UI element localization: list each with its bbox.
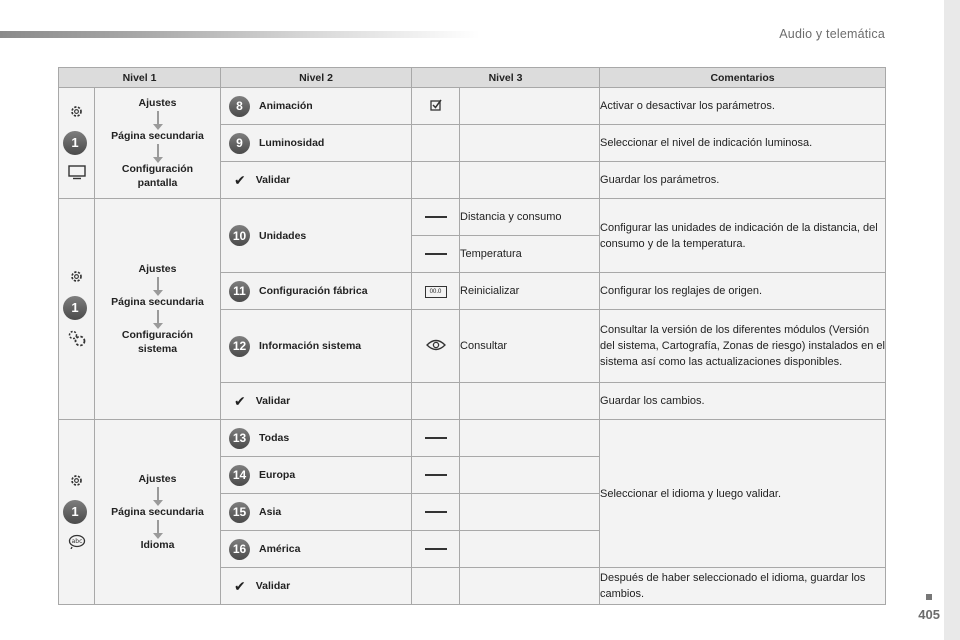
gear-icon: [69, 104, 84, 122]
level1-badge: 1: [63, 500, 87, 524]
level3-reset: Reinicializar: [460, 273, 600, 310]
gear-icon: [69, 473, 84, 491]
level1-badge: 1: [63, 296, 87, 320]
level1-icons-system: [59, 199, 95, 420]
step-badge: 15: [229, 502, 250, 523]
down-arrow-icon: [157, 277, 159, 291]
comment-language: Seleccionar el idioma y luego validar.: [600, 420, 886, 568]
level1-icons-language: [59, 420, 95, 605]
down-arrow-icon: [157, 520, 159, 534]
page-edge-strip: [944, 0, 960, 640]
step-badge: 9: [229, 133, 250, 154]
down-arrow-icon: [157, 144, 159, 158]
comment-validate: Guardar los parámetros.: [600, 162, 886, 199]
level2-europe: 14 Europa: [221, 457, 412, 494]
level3-distance: Distancia y consumo: [460, 199, 600, 236]
level2-validate: ✔ Validar: [221, 162, 412, 199]
level1-badge: 1: [63, 131, 87, 155]
level2-system-info: 12 Información sistema: [221, 310, 412, 383]
gear-icon: [69, 269, 84, 287]
checkbox-edit-icon: [412, 88, 460, 125]
level3-consult: Consultar: [460, 310, 600, 383]
secondary-page-label: Página secundaria: [111, 130, 204, 142]
option-bar-icon: [412, 457, 460, 494]
top-accent-bar: [0, 31, 480, 38]
gears-icon: [67, 329, 87, 350]
step-badge: 14: [229, 465, 250, 486]
level2-validate: ✔ Validar: [221, 383, 412, 420]
comment-units: Configurar las unidades de indicación de la distancia, del consumo y de la temperatura.: [600, 199, 886, 273]
level2-america: 16 América: [221, 531, 412, 568]
settings-label: Ajustes: [138, 263, 177, 275]
comment-brightness: Seleccionar el nivel de indicación luminosa.: [600, 125, 886, 162]
step-badge: 13: [229, 428, 250, 449]
screen-config-label: Configuración pantalla: [121, 163, 194, 189]
level2-factory: 11 Configuración fábrica: [221, 273, 412, 310]
option-bar-icon: [412, 420, 460, 457]
step-badge: 12: [229, 336, 250, 357]
header-level3: Nivel 3: [412, 68, 600, 88]
language-icon: [67, 533, 87, 552]
step-badge: 10: [229, 225, 250, 246]
table-header-row: [59, 68, 886, 88]
checkmark-icon: ✔: [234, 171, 246, 188]
down-arrow-icon: [157, 310, 159, 324]
down-arrow-icon: [157, 111, 159, 125]
option-bar-icon: [412, 199, 460, 236]
level3-temperature: Temperatura: [460, 236, 600, 273]
system-config-label: Configuración sistema: [121, 329, 194, 355]
secondary-page-label: Página secundaria: [111, 506, 204, 518]
monitor-icon: [67, 164, 87, 183]
reset-display-icon: 00.0: [412, 273, 460, 310]
eye-icon: [412, 310, 460, 383]
option-bar-icon: [412, 236, 460, 273]
level2-units: 10 Unidades: [221, 199, 412, 273]
down-arrow-icon: [157, 487, 159, 501]
checkmark-icon: ✔: [234, 577, 246, 594]
level2-all: 13 Todas: [221, 420, 412, 457]
table-row: [59, 88, 886, 125]
svg-text:abc: abc: [71, 537, 82, 545]
step-badge: 16: [229, 539, 250, 560]
comment-validate: Después de haber seleccionado el idioma, guardar los cambios.: [600, 568, 886, 605]
level2-animation: 8 Animación: [221, 88, 412, 125]
table-row: [59, 420, 886, 457]
step-badge: 11: [229, 281, 250, 302]
table-row: [59, 199, 886, 236]
menu-table: [58, 67, 886, 605]
level2-brightness: 9 Luminosidad: [221, 125, 412, 162]
page-number: 405: [918, 607, 940, 622]
level2-validate: ✔ Validar: [221, 568, 412, 605]
settings-label: Ajustes: [138, 97, 177, 109]
level1-icons-screen: [59, 88, 95, 199]
option-bar-icon: [412, 494, 460, 531]
level2-asia: 15 Asia: [221, 494, 412, 531]
level1-path-system: [95, 199, 221, 420]
step-badge: 8: [229, 96, 250, 117]
level1-path-language: [95, 420, 221, 605]
comment-system-info: Consultar la versión de los diferentes módulos (Versión del sistema, Cartografía, Zonas de riesgo) instalados en el sistema así como las actualizaciones disponibles.: [600, 310, 886, 383]
header-level1: Nivel 1: [59, 68, 221, 88]
level1-path-screen: [95, 88, 221, 199]
comment-animation: Activar o desactivar los parámetros.: [600, 88, 886, 125]
language-label: Idioma: [140, 539, 175, 551]
option-bar-icon: [412, 531, 460, 568]
secondary-page-label: Página secundaria: [111, 296, 204, 308]
header-level2: Nivel 2: [221, 68, 412, 88]
level3-animation: [460, 88, 600, 125]
settings-label: Ajustes: [138, 473, 177, 485]
comment-validate: Guardar los cambios.: [600, 383, 886, 420]
header-comments: Comentarios: [600, 68, 886, 88]
page-marker: [926, 594, 932, 600]
checkmark-icon: ✔: [234, 392, 246, 409]
page-header-title: Audio y telemática: [779, 27, 885, 41]
comment-factory: Configurar los reglajes de origen.: [600, 273, 886, 310]
